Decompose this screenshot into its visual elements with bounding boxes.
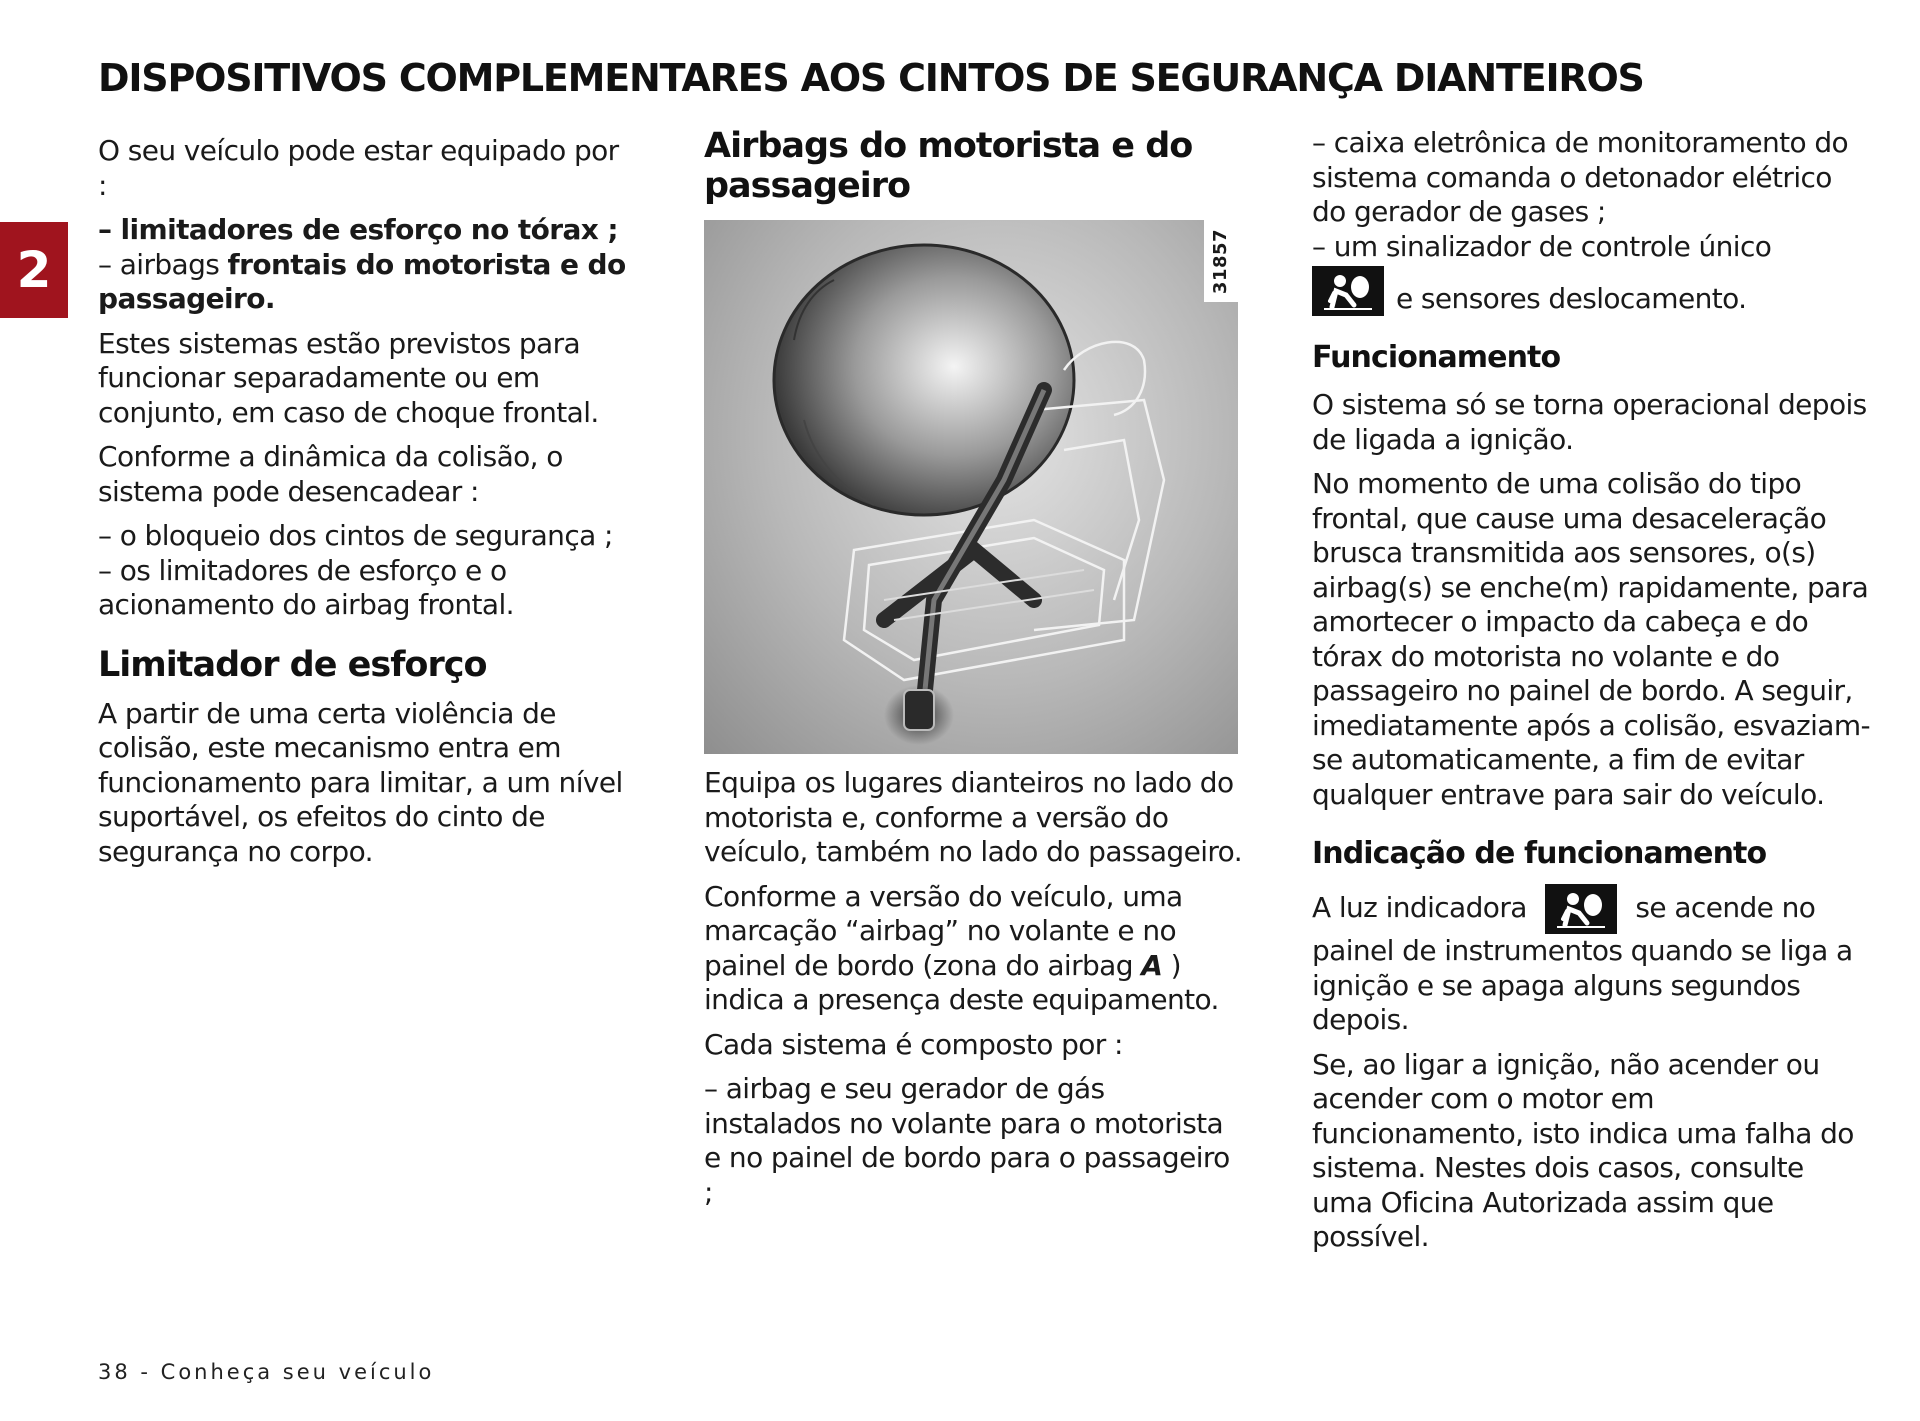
column-3 (1312, 126, 1872, 1265)
figure-number-text: 31857 (1210, 228, 1232, 294)
sinalizador-text-after: e sensores deslocamento. (1396, 281, 1747, 315)
bullet-airbags (98, 248, 633, 317)
bullet-acionamento: – os limitadores de esforço e o acionamento do airbag frontal. (98, 553, 514, 621)
intro-text: O seu veículo pode estar equipado por : (98, 134, 619, 202)
page-title: DISPOSITIVOS COMPLEMENTARES AOS CINTOS DE SEGURANÇA DIANTEIROS (98, 56, 1644, 100)
paragraph-falha: Se, ao ligar a ignição, não acender ou acender com o motor em funcionamento, isto indica uma falha do sistema. Nestes dois casos, consulte uma Oficina Autorizada assim que possível. (1312, 1047, 1854, 1253)
figure-number (1204, 220, 1238, 302)
airbag-warning-icon (1545, 884, 1617, 934)
chapter-tab: 2 (0, 222, 68, 318)
heading-limitador: Limitador de esforço (98, 644, 487, 685)
bullet-sinalizador: – um sinalizador de controle único (1312, 229, 1772, 263)
paragraph-marcacao (704, 880, 1244, 1018)
bullet-airbags-bold: frontais do motorista e do passageiro. (98, 247, 626, 315)
paragraph-operacional: O sistema só se torna operacional depois de ligada a ignição. (1312, 388, 1867, 456)
luz-text-after: se acende no painel de instrumentos quando se liga a ignição e se apaga alguns segundos depois. (1312, 891, 1853, 1036)
airbag-warning-icon (1312, 266, 1384, 316)
heading-airbags: Airbags do motorista e do passageiro (704, 126, 1193, 206)
marcacao-text-before: Conforme a versão do veículo, uma marcação “airbag” no volante e no painel de bordo (zona do airbag (704, 879, 1183, 982)
column-1 (98, 134, 633, 879)
airbag-illustration (704, 220, 1238, 754)
bullet-airbags-prefix: – airbags (98, 247, 228, 281)
paragraph-composto: Cada sistema é composto por : (704, 1027, 1123, 1061)
paragraph-dynamics: Conforme a dinâmica da colisão, o sistema pode desencadear : (98, 440, 563, 508)
bullet-caixa: – caixa eletrônica de monitoramento do sistema comanda o detonador elétrico do gerador de gases ; (1312, 126, 1849, 228)
paragraph-colisao: No momento de uma colisão do tipo frontal, que cause uma desaceleração brusca transmitida aos sensores, o(s) airbag(s) se enche(m) rapidamente, para amortecer o impacto da cabeça e do tórax do motorista no volante e do passageiro no painel de bordo. A seguir, imediatamente após a colisão, esvaziam-se automaticamente, a fim de evitar qualquer entrave para sair do veículo. (1312, 467, 1871, 811)
page-footer: 38 - Conheça seu veículo (98, 1360, 435, 1384)
sinalizador-icon-line (1312, 266, 1872, 316)
bullet-bloqueio: – o bloqueio dos cintos de segurança ; (98, 519, 613, 552)
heading-indicacao: Indicação de funcionamento (1312, 836, 1767, 871)
bullet-gerador: – airbag e seu gerador de gás instalados no volante para o motorista e no painel de bordo para o passageiro ; (704, 1072, 1230, 1209)
airbag-figure (704, 220, 1238, 754)
zone-a-label: A (1141, 948, 1163, 982)
paragraph-systems: Estes sistemas estão previstos para funcionar separadamente ou em conjunto, em caso de choque frontal. (98, 326, 599, 429)
luz-text-before: A luz indicadora (1312, 891, 1527, 924)
marcacao-text-after: ) indica a presença deste equipamento. (704, 948, 1219, 1016)
heading-funcionamento: Funcionamento (1312, 340, 1561, 375)
paragraph-limitador: A partir de uma certa violência de colisão, este mecanismo entra em funcionamento para limitar, a um nível suportável, os efeitos do cinto de segurança no corpo. (98, 696, 623, 868)
paragraph-equipa: Equipa os lugares dianteiros no lado do motorista e, conforme a versão do veículo, também no lado do passageiro. (704, 766, 1243, 868)
column-2 (704, 126, 1244, 1220)
bullet-limitadores: – limitadores de esforço no tórax ; (98, 213, 618, 246)
paragraph-luz-indicadora (1312, 884, 1872, 1038)
